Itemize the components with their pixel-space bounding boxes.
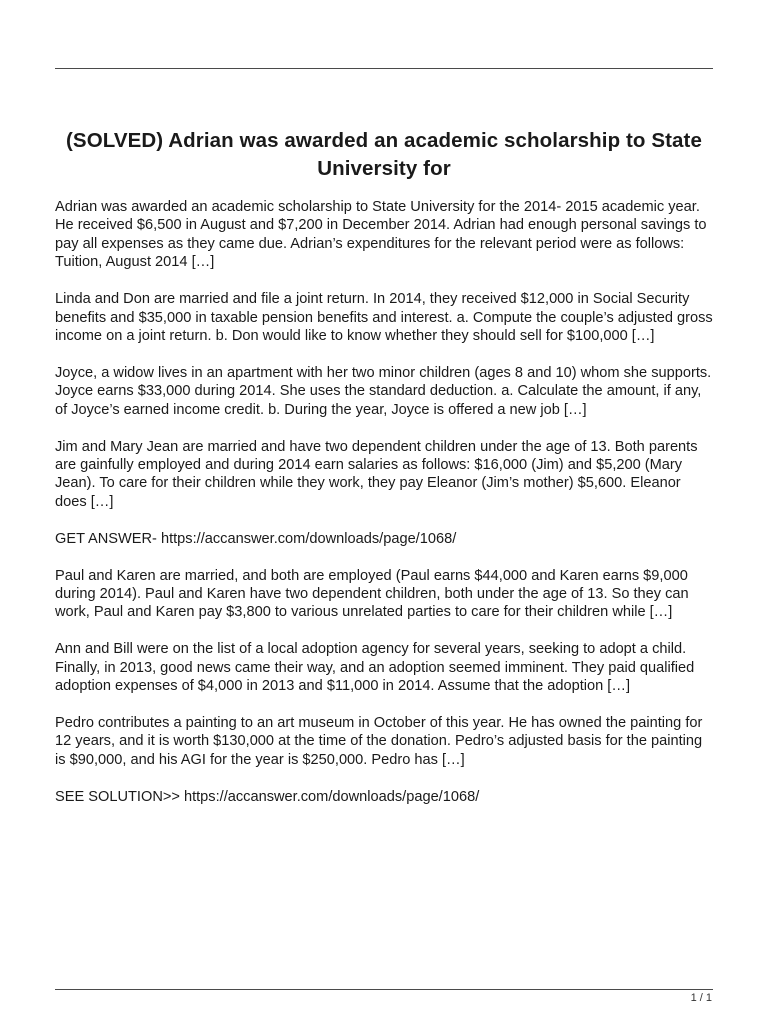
- see-solution-link-text: SEE SOLUTION>> https://accanswer.com/downloads/page/1068/: [55, 788, 480, 805]
- paragraph-adrian: Adrian was awarded an academic scholarship to State University for the 2014- 2015 academic year. He received $6,500 in August and $7,200 in December 2014. Adrian had enough personal savings to pay all expenses as they came due. Adrian’s expenditures for the relevant period were as follows: Tuition, August 2014 […]: [55, 199, 707, 271]
- bottom-divider: [55, 989, 713, 990]
- get-answer-link-text: GET ANSWER- https://accanswer.com/downloads/page/1068/: [55, 530, 457, 547]
- paragraph-linda-don: Linda and Don are married and file a joint return. In 2014, they received $12,000 in Social Security benefits and $35,000 in taxable pension benefits and interest. a. Compute the couple’s adjusted gross income on a joint return. b. Don would like to know whether they should sell for $100,000 […]: [55, 291, 713, 344]
- paragraph-joyce: Joyce, a widow lives in an apartment with her two minor children (ages 8 and 10) whom she supports. Joyce earns $33,000 during 2014. She uses the standard deduction. a. Calculate the amount, if any, of Joyce’s earned income credit. b. During the year, Joyce is offered a new job […]: [55, 364, 712, 418]
- page-number: 1 / 1: [690, 992, 712, 1004]
- document-title: (SOLVED) Adrian was awarded an academic scholarship to State University for: [66, 129, 702, 180]
- paragraph-ann-bill: Ann and Bill were on the list of a local adoption agency for several years, seeking to adopt a child. Finally, in 2013, good news came their way, and an adoption seemed imminent. They paid qualified adoption expenses of $4,000 in 2013 and $11,000 in 2014. Assume that the adoption […]: [55, 641, 695, 695]
- top-divider: [55, 68, 713, 69]
- paragraph-paul-karen: Paul and Karen are married, and both are employed (Paul earns $44,000 and Karen earns $9,000 during 2014). Paul and Karen have two dependent children, both under the age of 13. So they can work, Paul and Karen pay $3,800 to various unrelated parties to care for their children while […]: [55, 567, 689, 621]
- paragraph-pedro: Pedro contributes a painting to an art museum in October of this year. He has owned the painting for 12 years, and it is worth $130,000 at the time of the donation. Pedro’s adjusted basis for the painting is $90,000, and his AGI for the year is $250,000. Pedro has […]: [55, 715, 703, 768]
- paragraph-jim-mary-jean: Jim and Mary Jean are married and have two dependent children under the age of 13. Both parents are gainfully employed and during 2014 earn salaries as follows: $16,000 (Jim) and $5,200 (Mary Jean). To care for their children while they work, they pay Eleanor (Jim’s mother) $5,600. Eleanor does […]: [55, 438, 698, 510]
- document-body: [55, 198, 715, 825]
